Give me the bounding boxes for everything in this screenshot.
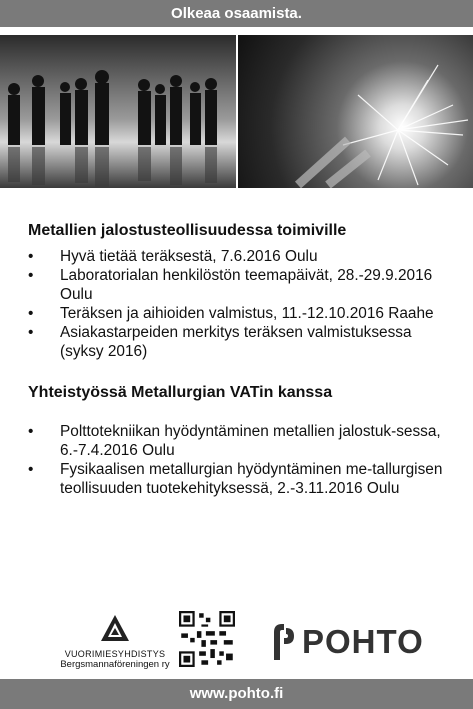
vuori-subtitle: Bergsmannaföreningen ry [60,659,170,670]
section1-list [28,247,448,361]
people-silhouettes-illustration [0,35,236,188]
pohto-mark-icon [270,622,296,662]
logo-row [0,608,473,678]
triangle-mark-icon [100,614,130,642]
section2-heading: Yhteistyössä Metallurgian VATin kanssa [28,384,333,401]
section2-list [28,422,448,498]
section-metallurgy-cooperation [28,384,448,498]
main-content [28,222,448,498]
list-item: • Teräksen ja aihioiden valmistus, 11.-12.10.2016 Raahe [28,304,448,323]
header-title: Olkeaa osaamista. [171,5,302,22]
header-banner [0,0,473,27]
vuori-name: VUORIMIESYHDISTYS [64,649,166,659]
list-item: • Polttotekniikan hyödyntäminen metallien jalostuk-sessa, 6.-7.4.2016 Oulu [28,422,448,460]
section1-heading: Metallien jalostusteollisuudessa toimiville [28,222,347,239]
pohto-wordmark: POHTO [302,623,424,660]
list-item: • Laboratorialan henkilöstön teemapäivät, 28.-29.9.2016 Oulu [28,266,448,304]
list-item: • Hyvä tietää teräksestä, 7.6.2016 Oulu [28,247,448,266]
vuorimiesyhdistys-logo [60,614,170,670]
footer-banner [0,679,473,709]
sparks-illustration [238,35,473,188]
section-metal-industry [28,222,448,361]
list-item: • Fysikaalisen metallurgian hyödyntäminen me-tallurgisen teollisuuden tuotekehityksessä, 2.-3.11.2016 Oulu [28,460,448,498]
qr-code-icon [179,611,235,667]
business-people-photo [0,35,236,188]
website-link[interactable]: www.pohto.fi [189,685,284,702]
list-item: • Asiakastarpeiden merkitys teräksen valmistuksessa (syksy 2016) [28,323,448,361]
pohto-logo [270,622,424,662]
welding-sparks-photo [238,35,473,188]
